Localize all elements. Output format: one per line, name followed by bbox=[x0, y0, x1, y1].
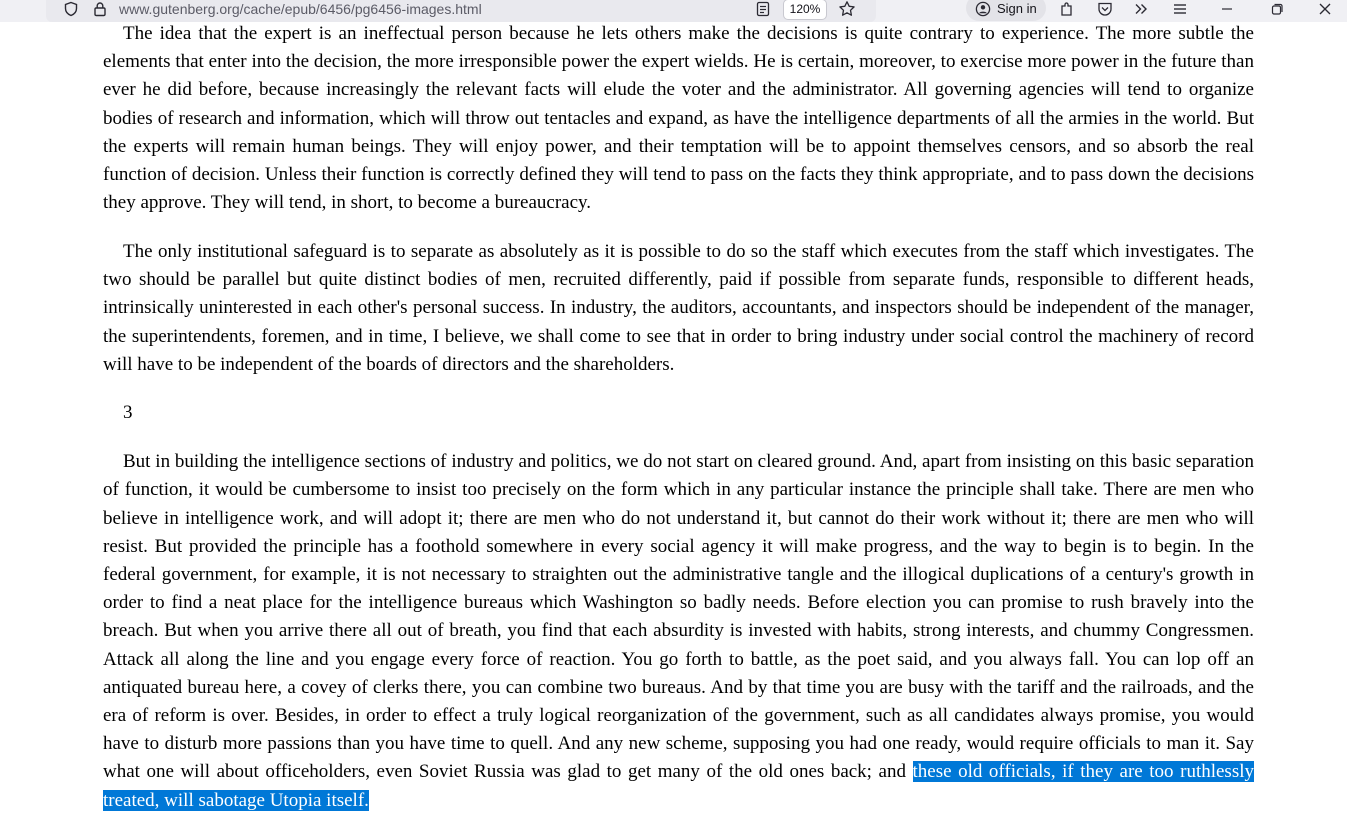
url-text[interactable]: www.gutenberg.org/cache/epub/6456/pg6456-images.html bbox=[119, 1, 482, 17]
sign-in-label: Sign in bbox=[997, 1, 1037, 16]
restore-icon[interactable] bbox=[1268, 0, 1286, 18]
paragraph-text: But in building the intelligence sections of industry and politics, we do not start on cleared ground. And, apart from insisting on this basic separation of function, it would be cumbersome to insist too precisely on the form which in any particular instance the principle shall take. There are men who believe in intelligence work, and will adopt it; there are men who do not understand it, but cannot do their work without it; there are men who will resist. But provided the principle has a foothold somewhere in every social agency it will make progress, and the way to begin is to begin. In the federal government, for example, it is not necessary to straighten out the administrative tangle and the illogical duplications of a century's growth in order to find a neat place for the intelligence bureaus which Washington so badly needs. Before election you can promise to rush bravely into the breach. But when you arrive there all out of breath, you find that each absurdity is invested with habits, strong interests, and chummy Congressmen. Attack all along the line and you engage every force of reaction. You go forth to battle, as the poet said, and you always fall. You can lop off an antiquated bureau here, a covey of clerks there, you can combine two bureaus. And by that time you are busy with the tariff and the railroads, and the era of reform is over. Besides, in order to effect a truly logical reorganization of the government, such as all candidates always promise, you would have to disturb more passions than you have time to quell. And any new scheme, supposing you had one ready, would require officials to man it. Say what one will about officeholders, even Soviet Russia was glad to get many of the old ones back; and bbox=[103, 451, 1254, 783]
paragraph-institutional-safeguard: The only institutional safeguard is to separate as absolutely as it is possible to do so the staff which executes from the staff which investigates. The two should be parallel but quite distinct bodies of men, recruited differently, paid if possible from separate funds, responsible to different heads, intrinsically uninterested in each other's personal success. In industry, the auditors, accountants, and inspectors should be independent of the manager, the superintendents, foremen, and in time, I believe, we shall come to see that in order to bring industry under social control the machinery of record will have to be independent of the boards of directors and the shareholders. bbox=[103, 240, 1254, 375]
bookmark-star-icon[interactable] bbox=[837, 0, 857, 18]
document-body bbox=[103, 20, 1254, 835]
browser-toolbar bbox=[0, 0, 1347, 22]
shield-icon[interactable] bbox=[62, 0, 80, 18]
selected-text[interactable]: these old officials, if they are too ruthlessly treated, will sabotage Utopia itself. bbox=[103, 761, 1254, 811]
paragraph-expert-power: The idea that the expert is an ineffectual person because he lets others make the decisions is quite contrary to experience. The more subtle the elements that enter into the decision, the more irresponsible power the expert wields. He is certain, moreover, to exercise more power in the future than ever he did before, because increasingly the relevant facts will elude the voter and the administrator. All governing agencies will tend to organize bodies of research and information, which will throw out tentacles and expand, as have the intelligence departments of all the armies in the world. But the experts will remain human beings. They will enjoy power, and their temptation will be to appoint themselves censors, and so absorb the real function of decision. Unless their function is correctly defined they will tend to pass on the facts they think appropriate, and to pass down the decisions they approve. They will tend, in short, to become a bureaucracy. bbox=[103, 23, 1254, 214]
zoom-level-button[interactable]: 120% bbox=[783, 0, 827, 20]
reader-view-icon[interactable] bbox=[754, 0, 772, 18]
lock-icon[interactable] bbox=[91, 0, 109, 18]
extensions-icon[interactable] bbox=[1058, 0, 1076, 18]
account-icon bbox=[974, 0, 992, 18]
close-icon[interactable] bbox=[1316, 0, 1334, 18]
pocket-icon[interactable] bbox=[1096, 0, 1114, 18]
section-number: 3 bbox=[123, 402, 133, 424]
overflow-chevrons-icon[interactable] bbox=[1132, 0, 1150, 18]
minimize-icon[interactable] bbox=[1218, 0, 1236, 18]
menu-icon[interactable] bbox=[1171, 0, 1189, 18]
paragraph-intelligence-sections bbox=[103, 448, 1254, 815]
